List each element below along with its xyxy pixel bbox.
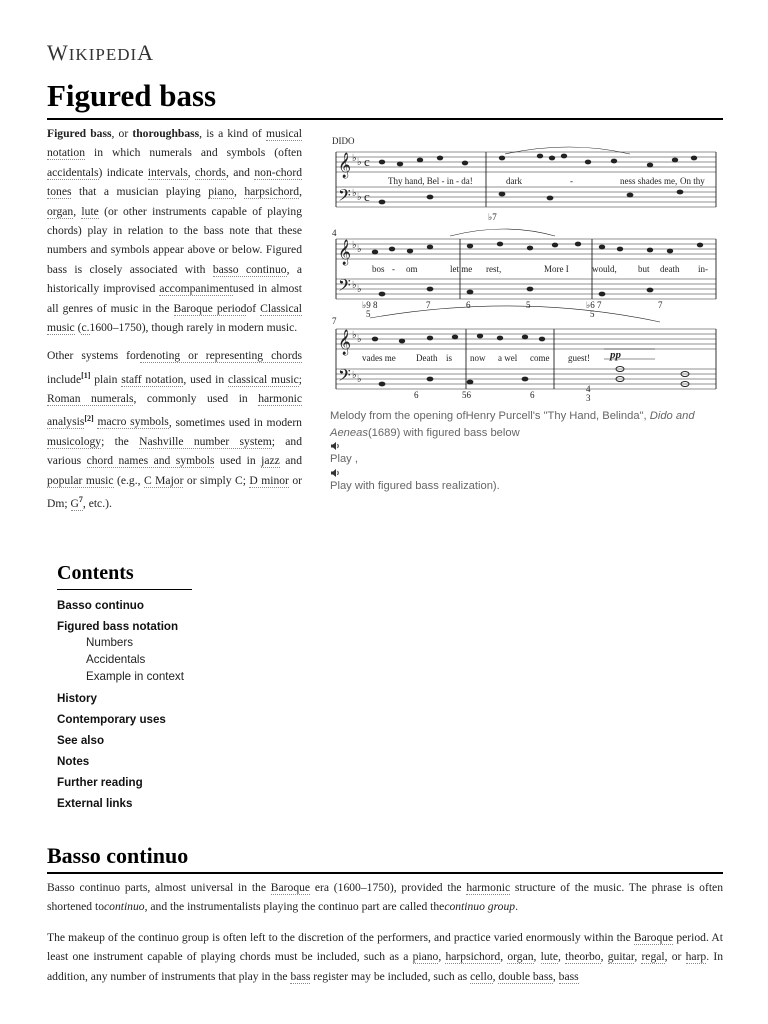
svg-text:𝄞: 𝄞 xyxy=(338,239,352,264)
text: with figured bass realization). xyxy=(351,479,500,492)
link-harp[interactable]: harp xyxy=(685,950,707,964)
svg-text:♭: ♭ xyxy=(357,284,362,295)
link-theorbo[interactable]: theorbo xyxy=(565,950,601,964)
link-staff-notation[interactable]: staff notation xyxy=(121,372,184,386)
text: , or xyxy=(111,127,133,140)
text: plain xyxy=(90,372,122,386)
svg-text:♭: ♭ xyxy=(352,240,357,251)
text: . xyxy=(515,900,518,914)
svg-text:♭: ♭ xyxy=(352,153,357,164)
lyric: would, xyxy=(592,264,617,274)
lyric: om xyxy=(406,264,418,274)
figure-caption xyxy=(330,408,722,494)
text: register may be included, such as xyxy=(310,969,471,983)
link-g7[interactable] xyxy=(71,497,83,511)
link-baroque-period[interactable]: Baroque period xyxy=(173,301,247,315)
text: , xyxy=(73,204,82,218)
toc-item-see-also[interactable]: See also xyxy=(57,734,105,747)
link-harmonic[interactable]: harmonic xyxy=(466,881,511,894)
link-harpsichord[interactable]: harpsichord xyxy=(244,185,300,199)
link-musical-notation[interactable]: musical notation xyxy=(47,127,303,160)
lead-paragraph-1 xyxy=(47,124,302,337)
text: , xyxy=(558,950,566,964)
link-piano[interactable]: piano xyxy=(412,950,439,964)
text: , is a kind of xyxy=(199,127,266,140)
svg-text:♭: ♭ xyxy=(357,334,362,345)
toc-item-notes[interactable]: Notes xyxy=(57,755,90,768)
link-nashville-number-system[interactable]: Nashville number system xyxy=(139,434,272,448)
lyric: death xyxy=(660,264,680,274)
bass-figure: 7 xyxy=(426,300,431,310)
text: used in xyxy=(214,454,262,468)
text: era (1600–1750), provided the xyxy=(310,881,467,894)
text: The makeup of the continuo group is often left to the discretion of the performers, and practice varied enormously within the xyxy=(47,930,634,944)
section-paragraph-2 xyxy=(47,928,723,986)
svg-text:𝄞: 𝄞 xyxy=(338,152,352,177)
text: Melody from the opening of xyxy=(330,410,466,422)
lyric: guest! xyxy=(568,353,590,363)
svg-text:♭: ♭ xyxy=(352,330,357,341)
text: . In addition, any number of instruments that play in the xyxy=(47,950,724,983)
toc-subitem-numbers[interactable]: Numbers xyxy=(86,636,134,649)
text: , xyxy=(600,950,608,964)
link-baroque[interactable]: Baroque xyxy=(633,930,674,944)
dynamic-marking: pp xyxy=(610,349,621,361)
text: , xyxy=(500,950,508,964)
text: , xyxy=(233,185,245,199)
reference-2[interactable]: [2] xyxy=(84,413,94,423)
link-intervals[interactable]: intervals xyxy=(147,165,188,179)
bass-figure: 4 xyxy=(586,384,591,394)
bass-figure: 56 xyxy=(462,390,471,400)
toc-subitem-example-in-context[interactable]: Example in context xyxy=(86,670,184,683)
bass-figure: 5 xyxy=(590,309,595,319)
link-baroque[interactable]: Baroque xyxy=(270,881,311,894)
svg-text:c: c xyxy=(364,189,370,204)
lyric: rest, xyxy=(486,264,502,274)
text: , xyxy=(533,950,541,964)
section-paragraph-1 xyxy=(47,878,723,917)
text: ; and various xyxy=(47,434,303,468)
text: ( xyxy=(74,321,82,335)
score-figure xyxy=(330,132,722,494)
svg-text:c: c xyxy=(364,154,370,169)
text: , xyxy=(492,969,499,983)
text: , and xyxy=(225,165,255,179)
link-accidentals[interactable]: accidentals xyxy=(47,165,99,179)
text: ; the xyxy=(101,434,140,448)
text: or Dm; xyxy=(47,473,303,510)
link-basso-continuo[interactable]: basso continuo xyxy=(212,262,287,276)
text: Other systems for xyxy=(47,349,140,363)
lyric: More I xyxy=(544,264,569,274)
text: , used in xyxy=(183,372,228,386)
wordmark-letter: A xyxy=(137,40,155,65)
bass-figure: 6 xyxy=(530,390,535,400)
lyric: come xyxy=(530,353,550,363)
link-piano[interactable]: piano xyxy=(208,185,234,199)
bass-figure: 6 xyxy=(466,300,471,310)
link-classical-music[interactable]: Classical music xyxy=(47,301,302,335)
toc-item-history[interactable]: History xyxy=(57,692,97,705)
measure-number: 4 xyxy=(332,228,337,238)
lead-paragraph-2 xyxy=(47,346,302,513)
text: , commonly used in xyxy=(133,392,259,406)
speaker-icon xyxy=(330,468,341,478)
text: period. At least one instrument capable of playing chords must be included, such as a xyxy=(47,930,723,964)
svg-text:𝄢: 𝄢 xyxy=(338,277,351,299)
lyric: a wel xyxy=(498,353,518,363)
link-lute[interactable]: lute xyxy=(81,204,99,218)
link-bass-instrument[interactable]: bass xyxy=(558,969,579,983)
text: , xyxy=(634,950,642,964)
link-regal[interactable]: regal xyxy=(641,950,665,964)
lyric: is xyxy=(446,353,453,363)
italic-term: continuo group xyxy=(444,900,516,914)
section-body xyxy=(47,878,723,997)
text: , xyxy=(187,165,196,179)
text: , xyxy=(351,453,358,465)
toc-title: Contents xyxy=(57,562,192,590)
text: (1689) with figured bass below xyxy=(367,426,520,439)
lyric: On thy xyxy=(680,176,705,186)
text: Henry Purcell's "Thy Hand, Belinda", xyxy=(465,410,650,422)
text: , xyxy=(552,969,559,983)
text: ) indicate xyxy=(98,165,148,179)
text: , a historically improvised xyxy=(47,262,303,296)
bass-figure: ♭9 8 xyxy=(362,300,378,310)
bass-figure: 5 xyxy=(366,309,371,319)
superscript: 7 xyxy=(78,495,83,505)
bass-figure: 7 xyxy=(658,300,663,310)
link-cello[interactable]: cello xyxy=(470,969,493,983)
text: , etc.). xyxy=(82,496,112,510)
lyric: vades me xyxy=(362,353,396,363)
svg-text:♭: ♭ xyxy=(352,370,357,381)
link-d-minor[interactable]: D minor xyxy=(249,473,289,487)
toc-item-contemporary-uses[interactable]: Contemporary uses xyxy=(57,713,166,726)
lyric: - xyxy=(392,264,395,274)
text: , and the instrumentalists playing the continuo part are called the xyxy=(144,900,445,914)
bass-figure: ♭7 xyxy=(488,212,497,222)
wikipedia-wordmark[interactable] xyxy=(47,40,154,66)
bass-figure: 3 xyxy=(586,393,591,402)
bold-term: thoroughbass xyxy=(132,127,200,140)
lyric: - xyxy=(570,176,573,186)
toc-subitem-accidentals[interactable]: Accidentals xyxy=(86,653,146,666)
lyric: dark xyxy=(506,176,522,186)
svg-text:♭: ♭ xyxy=(352,280,357,291)
link-classical-music[interactable]: classical music xyxy=(227,372,299,386)
link-chord-names[interactable]: chord names and symbols xyxy=(86,454,215,468)
text: or simply C; xyxy=(183,473,250,487)
link-harpsichord[interactable]: harpsichord xyxy=(445,950,501,964)
lyric: Death xyxy=(416,353,438,363)
italic-title: Dido and Aeneas xyxy=(330,410,695,439)
link-bass[interactable]: bass xyxy=(290,969,311,983)
lyric: ness shades me, xyxy=(620,176,678,186)
link-c-major[interactable]: C Major xyxy=(143,473,184,487)
text: that a musician playing xyxy=(71,185,209,199)
link-popular-music[interactable]: popular music xyxy=(47,473,114,487)
measure-number: 7 xyxy=(332,316,337,326)
text: , or xyxy=(664,950,686,964)
link-guitar[interactable]: guitar xyxy=(607,950,635,964)
play-audio-button[interactable] xyxy=(330,441,722,465)
text: used in almost all genres of music in the xyxy=(47,282,303,315)
text: , xyxy=(438,950,446,964)
music-score-image[interactable] xyxy=(330,132,722,402)
text: structure of the music. The phrase is often shortened to xyxy=(47,881,723,914)
text: , sometimes used in modern xyxy=(168,415,302,429)
text: and xyxy=(279,454,303,468)
text: (e.g., xyxy=(113,473,144,487)
table-of-contents xyxy=(57,562,257,818)
link-macro-symbols[interactable]: macro symbols xyxy=(97,415,169,429)
link-jazz[interactable]: jazz xyxy=(261,454,280,468)
link-roman-numerals[interactable]: Roman numerals xyxy=(47,392,134,406)
svg-text:𝄢: 𝄢 xyxy=(338,367,351,389)
svg-text:𝄢: 𝄢 xyxy=(338,187,351,209)
page-title: Figured bass xyxy=(47,78,217,113)
text: in which numerals and symbols (often xyxy=(85,146,302,160)
svg-text:♭: ♭ xyxy=(357,244,362,255)
link-chords[interactable]: chords xyxy=(195,165,226,179)
wordmark-letters: IKIPEDI xyxy=(68,45,138,64)
lyric: Thy hand, Bel - in - da! xyxy=(388,176,473,186)
link-denoting-chords[interactable]: denoting or representing chords xyxy=(139,349,302,363)
speaker-icon xyxy=(330,441,341,451)
svg-text:♭: ♭ xyxy=(357,157,362,168)
toc-item-basso-continuo[interactable]: Basso continuo xyxy=(57,599,144,612)
svg-text:♭: ♭ xyxy=(357,192,362,203)
link-circa[interactable]: c. xyxy=(81,321,90,335)
bold-term: Figured bass xyxy=(47,127,112,140)
text: , xyxy=(299,185,302,199)
link-lute[interactable]: lute xyxy=(540,950,559,964)
svg-text:♭: ♭ xyxy=(357,374,362,385)
svg-text:𝄞: 𝄞 xyxy=(338,329,352,354)
text: ; xyxy=(298,372,302,386)
link-accompaniment[interactable]: accompaniment xyxy=(159,282,233,296)
lyric: but xyxy=(638,264,650,274)
lyric: in- xyxy=(698,264,708,274)
title-divider xyxy=(47,118,723,120)
play-label: Play xyxy=(330,479,352,492)
wordmark-letter: W xyxy=(47,40,69,65)
play-label: Play xyxy=(330,453,352,465)
text: G xyxy=(70,496,79,510)
bass-figure: 5 xyxy=(526,300,531,310)
section-heading: Basso continuo xyxy=(47,843,189,868)
link-organ[interactable]: organ xyxy=(47,204,74,218)
link-organ[interactable]: organ xyxy=(507,950,534,964)
bass-figure: ♭6 7 xyxy=(586,300,602,310)
section-divider xyxy=(47,872,723,874)
reference-1[interactable]: [1] xyxy=(81,370,91,380)
lyric: bos xyxy=(372,264,385,274)
toc-item-figured-bass-notation[interactable]: Figured bass notation xyxy=(57,620,179,633)
link-non-chord-tones[interactable]: non-chord tones xyxy=(47,165,303,199)
score-role-label: DIDO xyxy=(332,136,355,146)
text: Basso continuo parts, almost universal in the xyxy=(47,881,271,894)
link-harmonic-analysis[interactable]: harmonic analysis xyxy=(47,392,302,429)
italic-term: continuo xyxy=(104,900,145,914)
lyric: now xyxy=(470,353,486,363)
link-double-bass[interactable]: double bass xyxy=(498,969,553,983)
text: (or other instruments capable of playing chords) play in relation to the bass note that these numbers and symbols appear above or below. Figured bass is closely associated with xyxy=(47,204,302,276)
text: 1600–1750), though rarely in modern music. xyxy=(89,321,298,335)
toc-item-external-links[interactable]: External links xyxy=(57,797,133,810)
link-musicology[interactable]: musicology xyxy=(47,434,102,448)
text: include xyxy=(47,372,82,386)
text: of xyxy=(246,301,261,315)
toc-item-further-reading[interactable]: Further reading xyxy=(57,776,143,789)
svg-text:♭: ♭ xyxy=(352,188,357,199)
lead-section xyxy=(47,124,302,522)
lyric: let me xyxy=(450,264,473,274)
bass-figure: 6 xyxy=(414,390,419,400)
